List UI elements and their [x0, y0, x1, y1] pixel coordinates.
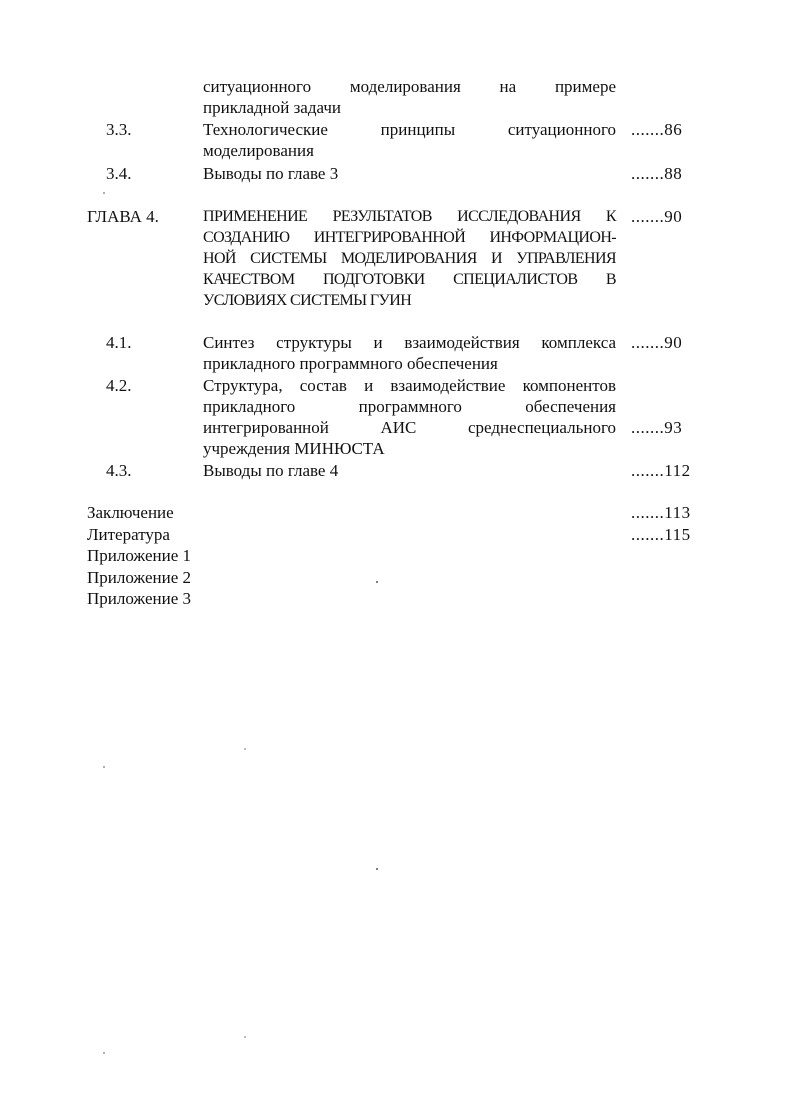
- page-reference: .......88: [631, 164, 683, 183]
- back-matter-literature: Литература: [87, 525, 170, 544]
- scan-speck: [376, 868, 378, 870]
- section-title: [203, 119, 616, 161]
- toc-line: Синтез структуры и взаимодействия комплекса: [203, 333, 616, 352]
- page-reference: .......90: [631, 207, 683, 226]
- toc-line: УСЛОВИЯХ СИСТЕМЫ ГУИН: [203, 292, 412, 309]
- page-reference: .......113: [631, 503, 691, 522]
- back-matter-appendix-1: Приложение 1: [87, 546, 191, 565]
- toc-line: ситуационного моделирования на примере: [203, 77, 616, 96]
- chapter-number: ГЛАВА 4.: [87, 207, 159, 226]
- toc-line: прикладной задачи: [203, 98, 342, 117]
- section-title: [203, 163, 616, 184]
- toc-line: Технологические принципы ситуационного: [203, 120, 616, 139]
- toc-line: Структура, состав и взаимодействие компонентов: [203, 376, 616, 395]
- section-number: 3.4.: [106, 164, 132, 183]
- back-matter-conclusion: Заключение: [87, 503, 174, 522]
- section-title: [203, 375, 616, 459]
- page-reference: .......86: [631, 120, 683, 139]
- scan-speck: [376, 581, 378, 583]
- page-reference: .......90: [631, 333, 683, 352]
- toc-line: интегрированной АИС среднеспециального: [203, 418, 616, 437]
- section-number: 3.3.: [106, 120, 132, 139]
- toc-line: Выводы по главе 4: [203, 461, 339, 480]
- scan-speck: [103, 1052, 105, 1054]
- toc-continuation: [203, 76, 616, 118]
- section-number: 4.2.: [106, 376, 132, 395]
- toc-line: прикладного программного обеспечения: [203, 354, 498, 373]
- toc-line: НОЙ СИСТЕМЫ МОДЕЛИРОВАНИЯ И УПРАВЛЕНИЯ: [203, 250, 616, 267]
- page-reference: .......93: [631, 418, 683, 437]
- page-reference: .......112: [631, 461, 691, 480]
- section-title: [203, 460, 616, 481]
- toc-line: учреждения МИНЮСТА: [203, 439, 385, 458]
- toc-line: СОЗДАНИЮ ИНТЕГРИРОВАННОЙ ИНФОРМАЦИОН-: [203, 229, 616, 246]
- chapter-title: [203, 206, 616, 311]
- page-reference: .......115: [631, 525, 691, 544]
- toc-line: моделирования: [203, 141, 314, 160]
- scan-speck: [103, 192, 105, 194]
- back-matter-appendix-3: Приложение 3: [87, 589, 191, 608]
- scan-speck: [103, 766, 105, 768]
- toc-line: прикладного программного обеспечения: [203, 397, 616, 416]
- scan-speck: [244, 748, 246, 750]
- toc-line: Выводы по главе 3: [203, 164, 339, 183]
- toc-line: КАЧЕСТВОМ ПОДГОТОВКИ СПЕЦИАЛИСТОВ В: [203, 271, 616, 288]
- back-matter-appendix-2: Приложение 2: [87, 568, 191, 587]
- scan-speck: [244, 1036, 246, 1038]
- section-number: 4.1.: [106, 333, 132, 352]
- section-title: [203, 332, 616, 374]
- toc-line: ПРИМЕНЕНИЕ РЕЗУЛЬТАТОВ ИССЛЕДОВАНИЯ К: [203, 208, 616, 225]
- section-number: 4.3.: [106, 461, 132, 480]
